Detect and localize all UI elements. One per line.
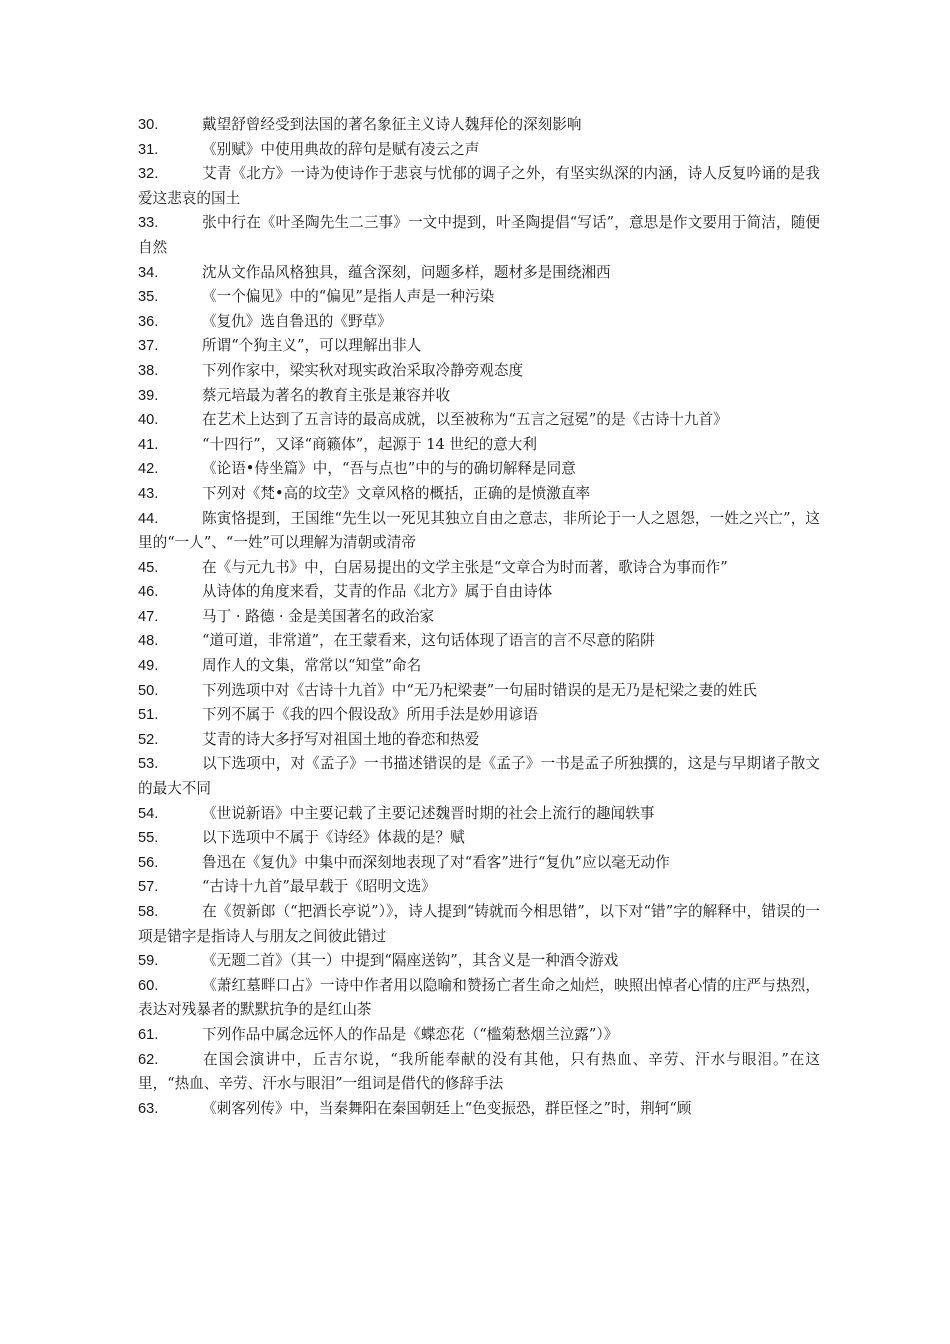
item-number: 41. xyxy=(138,436,159,453)
list-item xyxy=(138,507,820,556)
item-text: 鲁迅在《复仇》中集中而深刻地表现了对“看客”进行“复仇”应以毫无动作 xyxy=(202,853,670,871)
item-text: 以下选项中，对《孟子》一书描述错误的是《孟子》一书是孟子所独撰的，这是与早期诸子散文的最大不同 xyxy=(138,755,820,798)
item-number: 35. xyxy=(138,289,159,306)
list-item xyxy=(138,851,820,876)
list-item xyxy=(138,384,820,409)
item-text: “道可道，非常道”，在王蒙看来，这句话体现了语言的言不尽意的陷阱 xyxy=(202,632,655,650)
item-text: 《论语•侍坐篇》中，“吾与点也”中的与的确切解释是同意 xyxy=(202,460,576,478)
item-text: 《无题二首》（其一）中提到“隔座送钩”，其含义是一种酒令游戏 xyxy=(202,952,619,970)
item-text: 《世说新语》中主要记载了主要记述魏晋时期的社会上流行的趣闻轶事 xyxy=(202,804,655,822)
item-number: 37. xyxy=(138,338,159,355)
question-list xyxy=(138,113,820,1121)
list-item xyxy=(138,875,820,900)
item-text: 周作人的文集，常常以“知堂”命名 xyxy=(202,657,422,675)
item-text: 下列不属于《我的四个假设敌》所用手法是妙用谚语 xyxy=(202,706,538,724)
item-text: 在《与元九书》中，白居易提出的文学主张是“文章合为时而著，歌诗合为事而作” xyxy=(202,558,728,576)
item-number: 45. xyxy=(138,559,159,576)
list-item xyxy=(138,629,820,654)
item-number: 59. xyxy=(138,953,159,970)
list-item xyxy=(138,211,820,260)
list-item xyxy=(138,285,820,310)
item-number: 48. xyxy=(138,633,159,650)
item-number: 33. xyxy=(138,215,159,232)
item-number: 61. xyxy=(138,1026,159,1043)
item-text: 《复仇》选自鲁迅的《野草》 xyxy=(202,312,392,330)
list-item xyxy=(138,334,820,359)
item-number: 55. xyxy=(138,830,159,847)
item-text: 下列作品中属念远怀人的作品是《蝶恋花（“槛菊愁烟兰泣露”）》 xyxy=(202,1025,619,1043)
list-item xyxy=(138,703,820,728)
item-text: 马丁 · 路德 · 金是美国著名的政治家 xyxy=(202,607,435,625)
item-number: 44. xyxy=(138,510,159,527)
item-text: 《一个偏见》中的“偏见”是指人声是一种污染 xyxy=(202,288,495,306)
list-item xyxy=(138,408,820,433)
item-number: 57. xyxy=(138,879,159,896)
item-text: 在艺术上达到了五言诗的最高成就，以至被称为“五言之冠冕”的是《古诗十九首》 xyxy=(202,411,728,429)
item-number: 52. xyxy=(138,731,159,748)
item-number: 43. xyxy=(138,485,159,502)
item-number: 54. xyxy=(138,805,159,822)
item-text: 在《贺新郎（“把酒长亭说”）》，诗人提到“铸就而今相思错”，以下对“错”字的解释中，错误的一项是错字是指诗人与朋友之间彼此错过 xyxy=(138,903,820,945)
item-text: 《别赋》中使用典故的辞句是赋有凌云之声 xyxy=(202,140,480,158)
item-number: 31. xyxy=(138,141,159,158)
item-number: 30. xyxy=(138,117,159,133)
list-item xyxy=(138,482,820,507)
list-item xyxy=(138,457,820,482)
item-text: 下列对《梵•高的坟茔》文章风格的概括，正确的是愤激直率 xyxy=(202,484,591,502)
item-number: 46. xyxy=(138,584,159,601)
item-number: 51. xyxy=(138,707,159,724)
list-item xyxy=(138,654,820,679)
list-item xyxy=(138,261,820,286)
item-number: 58. xyxy=(138,904,159,920)
item-text: 艾青的诗大多抒写对祖国土地的眷恋和热爱 xyxy=(202,730,480,748)
item-number: 40. xyxy=(138,412,159,429)
item-text: “十四行”，又译“商籁体”，起源于 14 世纪的意大利 xyxy=(202,435,537,453)
item-text: 《萧红墓畔口占》一诗中作者用以隐喻和赞扬亡者生命之灿烂，映照出悼者心情的庄严与热烈，表达对残暴者的默默抗争的是红山茶 xyxy=(138,976,820,1019)
list-item xyxy=(138,679,820,704)
item-text: 《刺客列传》中，当秦舞阳在秦国朝廷上“色变振恐，群臣怪之”时，荆轲“顾 xyxy=(202,1099,692,1117)
list-item xyxy=(138,556,820,581)
item-text: 张中行在《叶圣陶先生二三事》一文中提到，叶圣陶提倡“写话”，意思是作文要用于简洁，随便自然 xyxy=(138,214,820,256)
list-item xyxy=(138,1023,820,1048)
list-item xyxy=(138,900,820,949)
item-number: 60. xyxy=(138,977,159,994)
item-number: 39. xyxy=(138,387,159,404)
list-item xyxy=(138,949,820,974)
item-text: 陈寅恪提到，王国维“先生以一死见其独立自由之意志，非所论于一人之恩怨，一姓之兴亡”，这里的“一人”、“一姓”可以理解为清朝或清帝 xyxy=(138,509,820,552)
item-number: 47. xyxy=(138,608,159,625)
item-number: 36. xyxy=(138,313,159,330)
item-number: 34. xyxy=(138,264,159,281)
list-item xyxy=(138,138,820,163)
item-number: 42. xyxy=(138,461,159,478)
item-text: 戴望舒曾经受到法国的著名象征主义诗人魏拜伦的深刻影响 xyxy=(202,116,582,133)
item-text: “古诗十九首”最早载于《昭明文选》 xyxy=(202,878,436,896)
list-item xyxy=(138,1048,820,1097)
item-text: 下列作家中，梁实秋对现实政治采取冷静旁观态度 xyxy=(202,361,524,379)
item-text: 在国会演讲中，丘吉尔说，“我所能奉献的没有其他，只有热血、辛劳、汗水与眼泪。”在这里，“热血、辛劳、汗水与眼泪”一组词是借代的修辞手法 xyxy=(138,1050,820,1093)
list-item xyxy=(138,802,820,827)
list-item xyxy=(138,752,820,801)
list-item xyxy=(138,113,820,138)
item-text: 下列选项中对《古诗十九首》中“无乃杞梁妻”一句届时错误的是无乃是杞梁之妻的姓氏 xyxy=(202,681,757,699)
list-item xyxy=(138,162,820,211)
item-number: 56. xyxy=(138,854,159,871)
list-item xyxy=(138,826,820,851)
item-number: 53. xyxy=(138,756,159,773)
item-number: 50. xyxy=(138,682,159,699)
item-text: 以下选项中不属于《诗经》体裁的是？赋 xyxy=(202,829,465,847)
item-number: 63. xyxy=(138,1100,159,1117)
list-item xyxy=(138,359,820,384)
item-text: 所谓“个狗主义”，可以理解出非人 xyxy=(202,337,422,355)
item-number: 32. xyxy=(138,166,159,183)
list-item xyxy=(138,974,820,1023)
list-item xyxy=(138,1097,820,1122)
item-text: 沈从文作品风格独具，蕴含深刻，问题多样，题材多是围绕湘西 xyxy=(202,263,611,281)
item-number: 38. xyxy=(138,362,159,379)
list-item xyxy=(138,580,820,605)
list-item xyxy=(138,433,820,458)
item-text: 从诗体的角度来看，艾青的作品《北方》属于自由诗体 xyxy=(202,583,553,601)
item-number: 62. xyxy=(138,1051,159,1068)
list-item xyxy=(138,605,820,630)
item-text: 艾青《北方》一诗为使诗作于悲哀与忧郁的调子之外，有坚实纵深的内涵，诗人反复吟诵的是我爱这悲哀的国土 xyxy=(138,165,820,207)
list-item xyxy=(138,310,820,335)
item-number: 49. xyxy=(138,658,159,675)
list-item xyxy=(138,728,820,753)
item-text: 蔡元培最为著名的教育主张是兼容并收 xyxy=(202,386,451,404)
